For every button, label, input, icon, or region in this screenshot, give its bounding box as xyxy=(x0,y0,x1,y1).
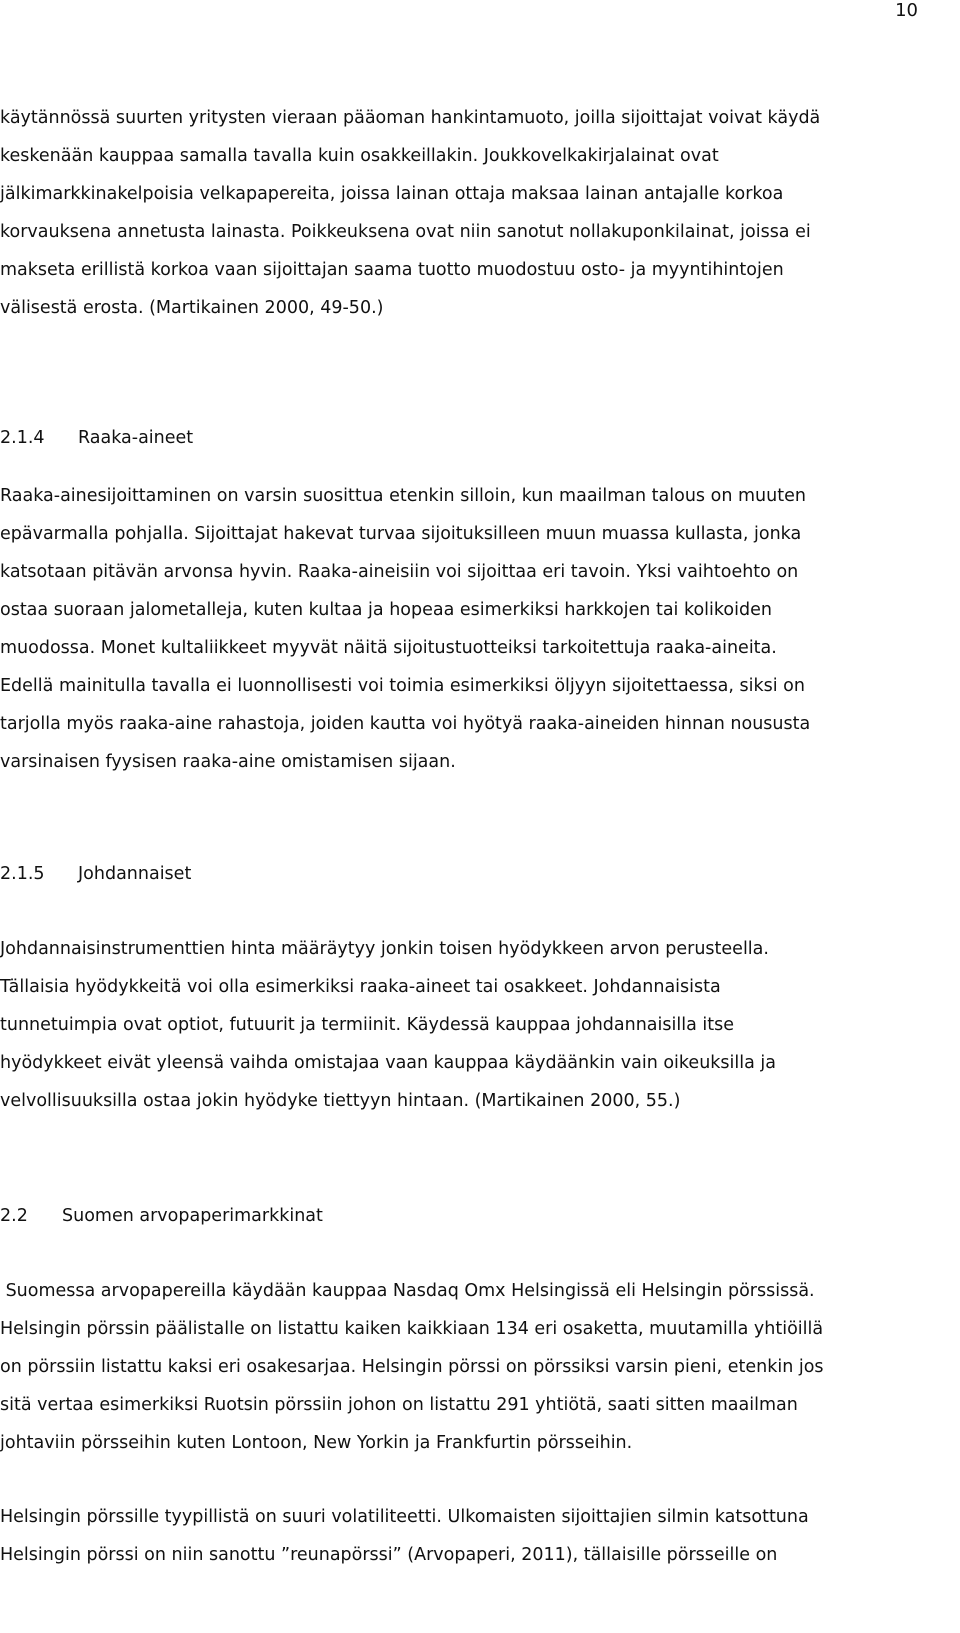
paragraph-bonds xyxy=(0,99,930,327)
section-heading-derivatives xyxy=(0,862,191,886)
section-number: 2.1.4 xyxy=(0,428,45,448)
paragraph-derivatives xyxy=(0,930,930,1120)
text-line: tarjolla myös raaka-aine rahastoja, joiden kautta voi hyötyä raaka-aineiden hinnan noususta xyxy=(0,714,811,734)
text-line: hyödykkeet eivät yleensä vaihda omistajaa vaan kauppaa käydäänkin vain oikeuksilla ja xyxy=(0,1053,776,1073)
page-number: 10 xyxy=(895,0,918,21)
text-line: välisestä erosta. (Martikainen 2000, 49-50.) xyxy=(0,298,384,318)
text-line: velvollisuuksilla ostaa jokin hyödyke tiettyyn hintaan. (Martikainen 2000, 55.) xyxy=(0,1091,681,1111)
text-line: tunnetuimpia ovat optiot, futuurit ja termiinit. Käydessä kauppaa johdannaisilla itse xyxy=(0,1015,734,1035)
text-line: Helsingin pörssin päälistalle on listattu kaiken kaikkiaan 134 eri osaketta, muutamilla yhtiöillä xyxy=(0,1319,824,1339)
section-number: 2.1.5 xyxy=(0,864,45,884)
section-heading-finnish-markets xyxy=(0,1204,323,1228)
section-title: Suomen arvopaperimarkkinat xyxy=(62,1206,323,1226)
section-title: Raaka-aineet xyxy=(78,428,194,448)
paragraph-helsinki-exchange xyxy=(0,1272,930,1462)
text-line: Helsingin pörssi on niin sanottu ”reunapörssi” (Arvopaperi, 2011), tällaisille pörsseille on xyxy=(0,1545,778,1565)
text-line: sitä vertaa esimerkiksi Ruotsin pörssiin johon on listattu 291 yhtiötä, saati sitten maailman xyxy=(0,1395,798,1415)
text-line: Suomessa arvopapereilla käydään kauppaa Nasdaq Omx Helsingissä eli Helsingin pörssissä. xyxy=(0,1281,815,1301)
section-title: Johdannaiset xyxy=(78,864,192,884)
text-line: Raaka-ainesijoittaminen on varsin suosittua etenkin silloin, kun maailman talous on muuten xyxy=(0,486,806,506)
text-line: on pörssiin listattu kaksi eri osakesarjaa. Helsingin pörssi on pörssiksi varsin pieni, etenkin jos xyxy=(0,1357,824,1377)
text-line: varsinaisen fyysisen raaka-aine omistamisen sijaan. xyxy=(0,752,456,772)
text-line: epävarmalla pohjalla. Sijoittajat hakevat turvaa sijoituksilleen muun muassa kullasta, jonka xyxy=(0,524,802,544)
text-line: ostaa suoraan jalometalleja, kuten kultaa ja hopeaa esimerkiksi harkkojen tai kolikoiden xyxy=(0,600,772,620)
text-line: Helsingin pörssille tyypillistä on suuri volatiliteetti. Ulkomaisten sijoittajien silmin katsottuna xyxy=(0,1507,809,1527)
paragraph-raw-materials xyxy=(0,477,930,781)
text-line: jälkimarkkinakelpoisia velkapapereita, joissa lainan ottaja maksaa lainan antajalle korkoa xyxy=(0,184,784,204)
text-line: keskenään kauppaa samalla tavalla kuin osakkeillakin. Joukkovelkakirjalainat ovat xyxy=(0,146,719,166)
text-line: käytännössä suurten yritysten vieraan pääoman hankintamuoto, joilla sijoittajat voivat käydä xyxy=(0,108,821,128)
text-line: makseta erillistä korkoa vaan sijoittajan saama tuotto muodostuu osto- ja myyntihintojen xyxy=(0,260,784,280)
text-line: korvauksena annetusta lainasta. Poikkeuksena ovat niin sanotut nollakuponkilainat, joissa ei xyxy=(0,222,811,242)
text-line: Johdannaisinstrumenttien hinta määräytyy jonkin toisen hyödykkeen arvon perusteella. xyxy=(0,939,769,959)
section-heading-raw-materials xyxy=(0,426,193,450)
text-line: johtaviin pörsseihin kuten Lontoon, New Yorkin ja Frankfurtin pörsseihin. xyxy=(0,1433,633,1453)
paragraph-volatility xyxy=(0,1498,930,1574)
section-number: 2.2 xyxy=(0,1206,28,1226)
text-line: Edellä mainitulla tavalla ei luonnollisesti voi toimia esimerkiksi öljyyn sijoitettaessa, siksi on xyxy=(0,676,805,696)
text-line: katsotaan pitävän arvonsa hyvin. Raaka-aineisiin voi sijoittaa eri tavoin. Yksi vaihtoehto on xyxy=(0,562,799,582)
text-line: muodossa. Monet kultaliikkeet myyvät näitä sijoitustuotteiksi tarkoitettuja raaka-aineita. xyxy=(0,638,777,658)
text-line: Tällaisia hyödykkeitä voi olla esimerkiksi raaka-aineet tai osakkeet. Johdannaisista xyxy=(0,977,721,997)
